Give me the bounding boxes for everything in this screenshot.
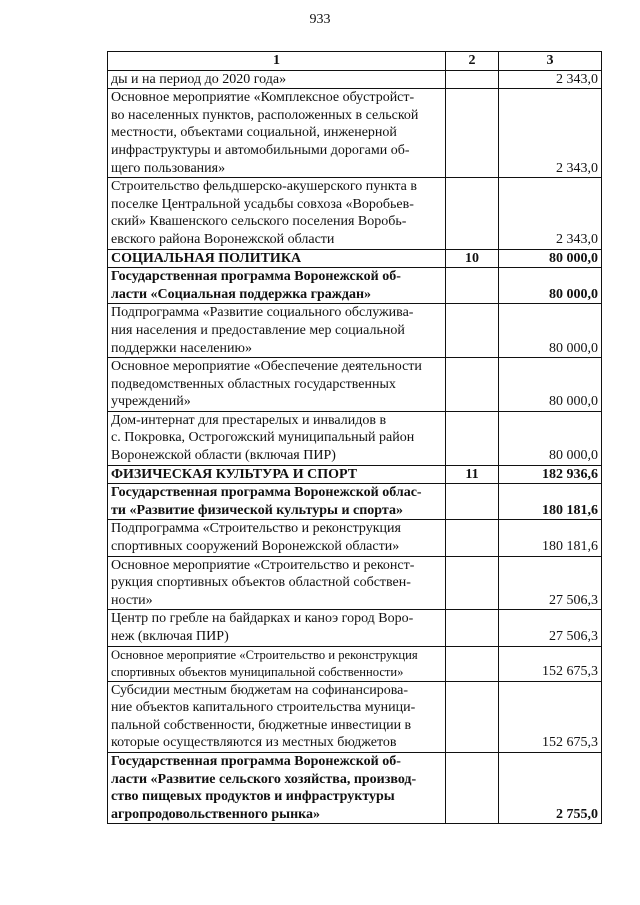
- row-amount-cell: 80 000,0: [499, 249, 602, 268]
- row-name-line: которые осуществляются из местных бюджетов: [111, 735, 397, 751]
- row-code-cell: [446, 304, 499, 358]
- row-name-line: Подпрограмма «Развитие социального обслужива-: [111, 305, 414, 321]
- row-name-line: Строительство фельдшерско-акушерского пункта в: [111, 179, 417, 195]
- row-name-cell: [108, 610, 446, 646]
- row-code-cell: [446, 610, 499, 646]
- row-code-cell: [446, 484, 499, 520]
- table-row: [108, 268, 602, 304]
- table-row: [108, 610, 602, 646]
- table-row: [108, 70, 602, 89]
- row-amount-cell: 152 675,3: [499, 646, 602, 681]
- row-name-cell: [108, 89, 446, 178]
- row-code-cell: [446, 520, 499, 556]
- row-name-line: ти «Развитие физической культуры и спорта»: [111, 502, 403, 518]
- row-amount-cell: 2 343,0: [499, 178, 602, 249]
- row-name-cell: [108, 70, 446, 89]
- row-name-cell: [108, 358, 446, 412]
- row-name-line: с. Покровка, Острогожский муниципальный район: [111, 430, 415, 446]
- table-row: [108, 520, 602, 556]
- row-amount-cell: 2 343,0: [499, 70, 602, 89]
- row-name-line: евского района Воронежской области: [111, 231, 335, 247]
- row-code-cell: [446, 681, 499, 752]
- row-name-line: Государственная программа Воронежской об-: [111, 269, 401, 285]
- row-name-line: подведомственных областных государственных: [111, 376, 396, 392]
- table-row: [108, 556, 602, 610]
- table-row: [108, 465, 602, 484]
- table-body: [108, 70, 602, 824]
- row-name-line: ния населения и предоставление мер социальной: [111, 322, 405, 338]
- table-row: [108, 178, 602, 249]
- row-name-line: спортивных объектов муниципальной собственности»: [111, 664, 404, 679]
- row-name-line: Центр по гребле на байдарках и каноэ город Воро-: [111, 611, 414, 627]
- row-name-line: ласти «Развитие сельского хозяйства, производ-: [111, 771, 417, 787]
- header-col-3: 3: [499, 52, 602, 71]
- row-code-cell: [446, 268, 499, 304]
- row-code-cell: 10: [446, 249, 499, 268]
- row-name-line: агропродовольственного рынка»: [111, 806, 321, 822]
- row-name-cell: [108, 681, 446, 752]
- row-name-cell: [108, 304, 446, 358]
- row-code-cell: [446, 646, 499, 681]
- row-name-cell: [108, 646, 446, 681]
- table-row: [108, 358, 602, 412]
- row-code-cell: [446, 178, 499, 249]
- row-name-line: ФИЗИЧЕСКАЯ КУЛЬТУРА И СПОРТ: [111, 466, 358, 482]
- row-name-line: учреждений»: [111, 394, 191, 410]
- row-name-line: местности, объектами социальной, инженерной: [111, 125, 397, 141]
- row-name-cell: [108, 411, 446, 465]
- row-name-line: ский» Квашенского сельского поселения Воробь-: [111, 214, 407, 230]
- row-amount-cell: 80 000,0: [499, 304, 602, 358]
- row-name-line: Основное мероприятие «Обеспечение деятельности: [111, 359, 422, 375]
- table-row: [108, 89, 602, 178]
- header-col-2: 2: [446, 52, 499, 71]
- budget-table: [107, 51, 602, 824]
- row-code-cell: [446, 70, 499, 89]
- row-name-cell: [108, 268, 446, 304]
- row-name-cell: [108, 249, 446, 268]
- table-row: [108, 411, 602, 465]
- table-row: [108, 752, 602, 823]
- row-code-cell: [446, 411, 499, 465]
- row-name-line: Воронежской области (включая ПИР): [111, 448, 336, 464]
- row-name-line: Основное мероприятие «Строительство и реконст-: [111, 557, 415, 573]
- row-amount-cell: 180 181,6: [499, 484, 602, 520]
- row-name-line: пальной собственности, бюджетные инвестиции в: [111, 717, 412, 733]
- header-col-1: 1: [108, 52, 446, 71]
- table-row: [108, 484, 602, 520]
- row-amount-cell: 80 000,0: [499, 411, 602, 465]
- row-name-cell: [108, 752, 446, 823]
- table-row: [108, 646, 602, 681]
- row-amount-cell: 2 343,0: [499, 89, 602, 178]
- page-number: 933: [309, 12, 331, 27]
- row-name-line: СОЦИАЛЬНАЯ ПОЛИТИКА: [111, 250, 302, 266]
- row-amount-cell: 180 181,6: [499, 520, 602, 556]
- row-name-line: щего пользования»: [111, 160, 226, 176]
- table-header-row: [108, 52, 602, 71]
- row-name-line: во населенных пунктов, расположенных в сельской: [111, 107, 419, 123]
- row-name-line: Государственная программа Воронежской облас-: [111, 485, 422, 501]
- row-name-line: Государственная программа Воронежской об-: [111, 753, 401, 769]
- table-row: [108, 249, 602, 268]
- row-amount-cell: 152 675,3: [499, 681, 602, 752]
- row-name-line: ние объектов капитального строительства муници-: [111, 700, 416, 716]
- row-name-line: Дом-интернат для престарелых и инвалидов в: [111, 412, 387, 428]
- row-code-cell: [446, 556, 499, 610]
- row-name-line: спортивных сооружений Воронежской области»: [111, 539, 400, 555]
- row-name-line: поддержки населению»: [111, 340, 252, 356]
- row-name-line: рукция спортивных объектов областной собствен-: [111, 575, 411, 591]
- row-name-line: ды и на период до 2020 года»: [111, 71, 287, 87]
- row-code-cell: [446, 752, 499, 823]
- row-name-cell: [108, 484, 446, 520]
- row-name-line: инфраструктуры и автомобильными дорогами об-: [111, 142, 410, 158]
- row-name-cell: [108, 178, 446, 249]
- row-name-line: ство пищевых продуктов и инфраструктуры: [111, 789, 395, 805]
- row-name-line: Подпрограмма «Строительство и реконструкция: [111, 521, 401, 537]
- row-amount-cell: 2 755,0: [499, 752, 602, 823]
- row-amount-cell: 80 000,0: [499, 358, 602, 412]
- row-code-cell: [446, 358, 499, 412]
- row-amount-cell: 80 000,0: [499, 268, 602, 304]
- row-amount-cell: 27 506,3: [499, 610, 602, 646]
- row-name-cell: [108, 520, 446, 556]
- row-name-cell: [108, 465, 446, 484]
- row-code-cell: 11: [446, 465, 499, 484]
- row-name-line: Субсидии местным бюджетам на софинансирова-: [111, 682, 409, 698]
- table-row: [108, 681, 602, 752]
- row-name-line: Основное мероприятие «Строительство и реконструкция: [111, 647, 418, 662]
- table-row: [108, 304, 602, 358]
- row-amount-cell: 182 936,6: [499, 465, 602, 484]
- row-name-line: ласти «Социальная поддержка граждан»: [111, 286, 372, 302]
- row-amount-cell: 27 506,3: [499, 556, 602, 610]
- row-name-cell: [108, 556, 446, 610]
- row-name-line: поселке Центральной усадьбы совхоза «Воробьев-: [111, 196, 414, 212]
- row-code-cell: [446, 89, 499, 178]
- row-name-line: неж (включая ПИР): [111, 629, 229, 644]
- row-name-line: ности»: [111, 592, 153, 608]
- row-name-line: Основное мероприятие «Комплексное обустройст-: [111, 90, 415, 106]
